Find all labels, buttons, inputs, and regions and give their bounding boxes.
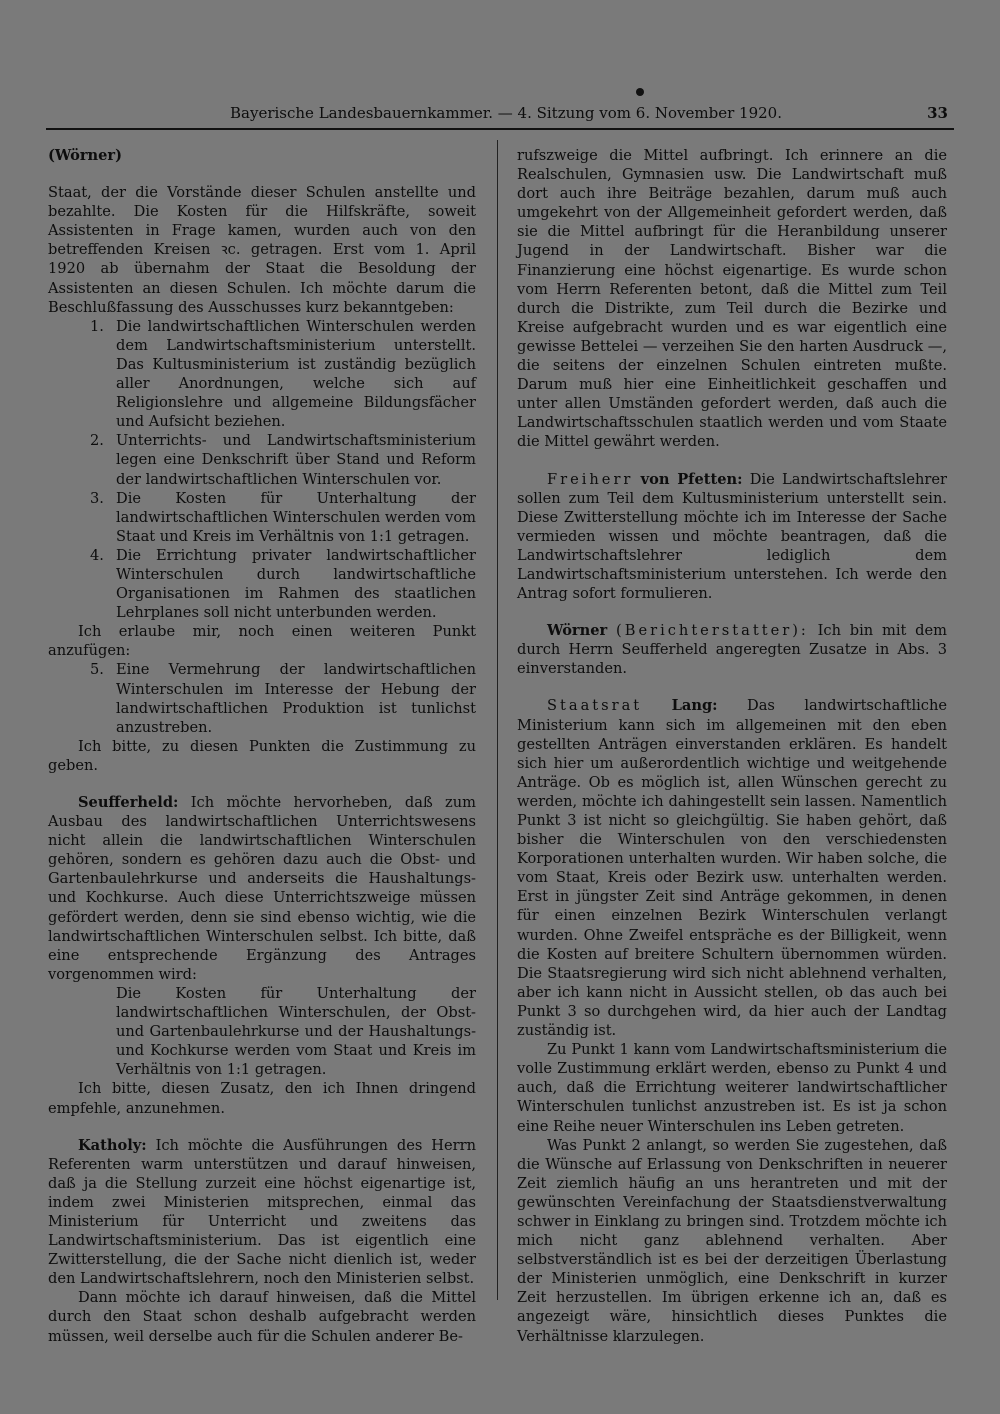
paragraph: Ich bitte, zu diesen Punkten die Zustimmung zu geben. xyxy=(48,737,476,774)
speaker-name: Wörner xyxy=(547,622,608,640)
speech-katholy: Katholy: Ich möchte die Ausführungen des Herrn Referenten warm unterstützen und darauf hinweisen, daß ja die Stellung zurzeit eine höchst eigenartige ist, indem zwei Ministerien mitsprechen, einmal das Ministerium für Unterricht und zweitens das Landwirtschaftsministerium. Das ist eigentlich eine Zwitterstellung, die der Sache nicht dienlich ist, weder den Landwirtschaftslehrern, noch den Ministerien selbst. xyxy=(48,1136,476,1288)
left-column xyxy=(48,146,476,1346)
column-divider xyxy=(497,140,498,1300)
page-number: 33 xyxy=(927,104,948,122)
speech-pfetten: Freiherr von Pfetten: Die Landwirtschaftslehrer sollen zum Teil dem Kultusministerium unterstellt sein. Diese Zwitterstellung möchte ich im Interesse der Sache vermieden wissen und möchte beantragen, daß die Landwirtschaftslehrer lediglich dem Landwirtschaftsministerium unterstehen. Ich werde den Antrag sofort formulieren. xyxy=(517,470,947,603)
paragraph: Ich bitte, diesen Zusatz, den ich Ihnen dringend empfehle, anzunehmen. xyxy=(48,1080,476,1117)
paragraph: Staat, der die Vorstände dieser Schulen anstellte und bezahlte. Die Kosten für die Hilfskräfte, soweit Assistenten in Frage kamen, wurden auch von den betreffenden Kreisen ꝛc. getragen. Erst vom 1. April 1920 ab übernahm der Staat die Besoldung der Assistenten an diesen Schulen. Ich möchte darum die Beschlußfassung des Ausschusses kurz bekanntgeben: xyxy=(48,184,476,316)
paragraph: Ich erlaube mir, noch einen weiteren Punkt anzufügen: xyxy=(48,623,476,660)
speaker-role: (Berichterstatter): xyxy=(616,622,809,640)
list-item: 5. Eine Vermehrung der landwirtschaftlichen Winterschulen im Interesse der Hebung der landwirtschaftlichen Produktion ist tunlichst anzustreben. xyxy=(90,661,476,736)
right-column xyxy=(517,146,947,1346)
speech-lang: Staatsrat Lang: Das landwirtschaftliche Ministerium kann sich im allgemeinen mit den eben gestellten Anträgen einverstanden erklären. Es handelt sich hier um außerordentlich wichtige und weitgehende Anträge. Ob es möglich ist, allen Wünschen gerecht zu werden, möchte ich dahingestellt sein lassen. Namentlich Punkt 3 ist nicht so gleichgültig. Sie haben gehört, daß bisher die Winterschulen von den verschiedensten Korporationen unterhalten wurden. Wir haben solche, die vom Staat, Kreis oder Bezirk usw. unterhalten werden. Erst in jüngster Zeit sind Anträge gekommen, in denen für einen einzelnen Bezirk Winterschulen verlangt wurden. Ohne Zweifel entspräche es der Billigkeit, wenn die Kosten auf breitere Schultern übernommen würden. Die Staatsregierung wird sich nicht ablehnend verhalten, aber ich kann nicht in Aussicht stellen, ob das auch bei Punkt 3 so durchgehen wird, da hier auch der Landtag zuständig ist. xyxy=(517,697,948,1040)
paragraph: Zu Punkt 1 kann vom Landwirtschaftsministerium die volle Zustimmung erklärt werden, ebenso zu Punkt 4 und auch, daß die Errichtung weiterer landwirtschaftlicher Winterschulen tunlichst anzustreben ist. Es ist ja schon eine Reihe neuer Winterschulen ins Leben getreten. xyxy=(517,1041,947,1135)
list-item: 2. Unterrichts- und Landwirtschaftsministerium legen eine Denkschrift über Stand und Reform der landwirtschaftlichen Winterschulen vor. xyxy=(90,432,476,488)
list-item: 1. Die landwirtschaftlichen Winterschulen werden dem Landwirtschaftsministerium unterstellt. Das Kultusministerium ist zuständig bezüglich aller Anordnungen, welche sich auf Religionslehre und allgemeine Bildungsfächer und Aufsicht beziehen. xyxy=(90,317,476,431)
addition-list xyxy=(48,660,476,736)
speaker-name: Katholy: xyxy=(78,1136,147,1154)
speaker-title: Staatsrat xyxy=(547,697,643,715)
paragraph: rufszweige die Mittel aufbringt. Ich erinnere an die Realschulen, Gymnasien usw. Die Landwirtschaft muß dort auch ihre Beiträge bezahlen, darum muß auch umgekehrt von der Allgemeinheit gefordert werden, daß sie die Mittel aufbringt für die Heranbildung unserer Jugend in der Landwirtschaft. Bisher war die Finanzierung eine höchst eigenartige. Es wurde schon vom Herrn Referenten betont, daß die Mittel zum Teil durch die Distrikte, zum Teil durch die Bezirke und Kreise aufgebracht wurden und es war eigentlich eine gewisse Bettelei — verzeihen Sie den harten Ausdruck —, die seitens der einzelnen Schulen eintreten mußte. Darum muß hier eine Einheitlichkeit geschaffen und unter allen Umständen gefordert werden, daß auch die Landwirtschaftsschulen staatlich werden und vom Staate die Mittel gewährt werden. xyxy=(517,147,947,451)
running-title: Bayerische Landesbauernkammer. — 4. Sitzung vom 6. November 1920. xyxy=(230,104,782,122)
motion-text: Die Kosten für Unterhaltung der landwirtschaftlichen Winterschulen, der Obst- und Gartenbaulehrkurse und der Haushaltungs- und Kochkurse werden vom Staat und Kreis im Verhältnis von 1:1 getragen. xyxy=(116,984,476,1079)
speaker-name: Lang: xyxy=(671,697,718,715)
header-rule xyxy=(46,128,954,130)
speaker-name: von Pfetten: xyxy=(640,470,743,488)
paragraph: Dann möchte ich darauf hinweisen, daß die Mittel durch den Staat schon deshalb aufgebracht werden müssen, weil derselbe auch für die Schulen anderer Be- xyxy=(48,1289,476,1345)
page-header xyxy=(46,104,954,126)
list-item: 3. Die Kosten für Unterhaltung der landwirtschaftlichen Winterschulen werden vom Staat und Kreis im Verhältnis von 1:1 getragen. xyxy=(90,489,476,545)
resolution-list xyxy=(48,317,476,623)
speech-seufferheld: Seufferheld: Ich möchte hervorheben, daß zum Ausbau des landwirtschaftlichen Unterrichtswesens nicht allein die landwirtschaftlichen Winterschulen gehören, sondern es gehören dazu auch die Obst- und Gartenbaulehrkurse und anderseits die Haushaltungs- und Kochkurse. Auch diese Unterrichtszweige müssen gefördert werden, denn sie sind ebenso wichtig, wie die landwirtschaftlichen Winterschulen selbst. Ich bitte, daß eine entsprechende Ergänzung des Antrages vorgenommen wird: xyxy=(48,794,476,983)
list-item: 4. Die Errichtung privater landwirtschaftlicher Winterschulen durch landwirtschaftliche Organisationen im Rahmen des staatlichen Lehrplanes soll nicht unterbunden werden. xyxy=(90,546,476,622)
speech-woerner: Wörner (Berichterstatter): Ich bin mit dem durch Herrn Seufferheld angeregten Zusatze in Abs. 3 einverstanden. xyxy=(517,622,948,678)
ink-dot xyxy=(636,88,644,96)
paragraph: Was Punkt 2 anlangt, so werden Sie zugestehen, daß die Wünsche auf Erlassung von Denkschriften in neuerer Zeit ziemlich häufig an uns herantreten und mit der gewünschten Vereinfachung der Staatsdienstverwaltung schwer in Einklang zu bringen sind. Trotzdem möchte ich mich nicht ganz ablehnend verhalten. Aber selbstverständlich ist es bei der derzeitigen Überlastung der Ministerien unmöglich, eine Denkschrift in kurzer Zeit herzustellen. Im übrigen erkenne ich an, daß es angezeigt wäre, hinsichtlich dieses Punktes die Verhältnisse klarzulegen. xyxy=(517,1136,947,1345)
speaker-title: Freiherr xyxy=(547,470,634,488)
speaker-marker: (Wörner) xyxy=(48,147,123,164)
speaker-name: Seufferheld: xyxy=(78,794,179,811)
